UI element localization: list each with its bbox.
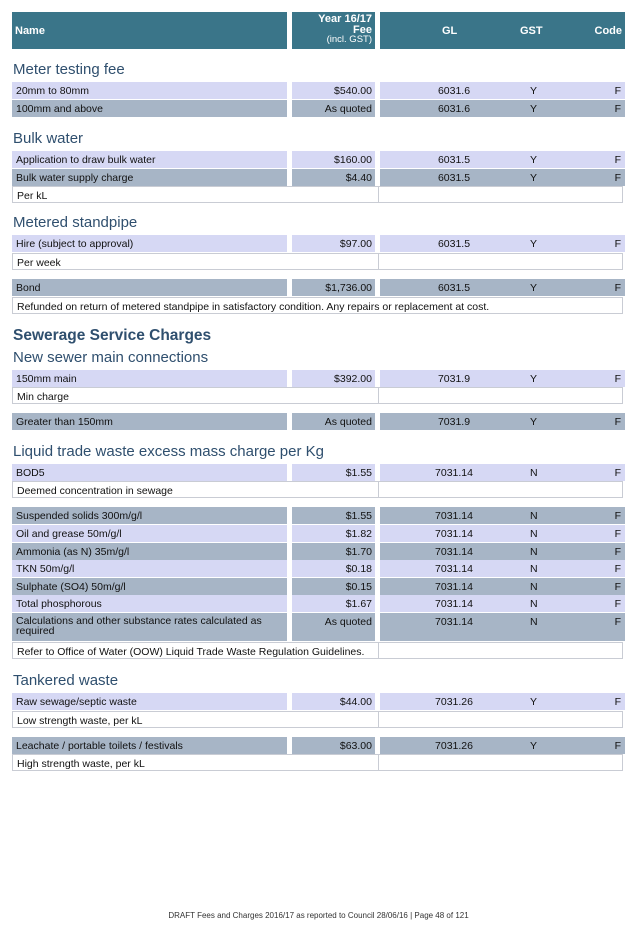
row-code: F <box>614 598 621 611</box>
row-gl: 6031.5 <box>437 171 471 184</box>
row-note: Refer to Office of Water (OOW) Liquid Trade Waste Regulation Guidelines. <box>12 642 625 659</box>
row-fee: $160.00 <box>292 151 375 168</box>
row-codes <box>380 543 625 560</box>
row-code: F <box>614 238 621 251</box>
row-code: F <box>614 372 621 385</box>
section-title-meter: Meter testing fee <box>13 61 125 78</box>
row-gl: 6031.6 <box>437 85 471 97</box>
row-gl: 7031.14 <box>435 510 473 523</box>
row-codes <box>380 507 625 524</box>
row-gst: Y <box>530 154 538 167</box>
row-gst: Y <box>530 102 538 115</box>
row-gst: N <box>530 580 538 593</box>
section-title-bulk: Bulk water <box>13 130 84 148</box>
row-name: 100mm and above <box>12 100 287 117</box>
row-fee: $0.15 <box>292 578 375 595</box>
table-row <box>12 100 625 118</box>
row-fee: As quoted <box>292 100 375 117</box>
row-name: Hire (subject to approval) <box>12 235 287 252</box>
row-note: High strength waste, per kL <box>12 754 625 771</box>
row-gst: Y <box>530 416 538 429</box>
row-name: Greater than 150mm <box>12 413 287 430</box>
table-row <box>12 693 625 711</box>
row-note: Min charge <box>12 387 625 404</box>
table-row <box>12 507 625 525</box>
row-note: Per kL <box>12 186 625 203</box>
row-name: Application to draw bulk water <box>12 151 287 168</box>
section-subtitle-sewer: New sewer main connections <box>13 348 209 366</box>
row-name: Bulk water supply charge <box>12 169 287 186</box>
row-codes <box>380 560 625 577</box>
row-fee: $392.00 <box>292 370 375 387</box>
row-codes <box>380 737 625 754</box>
row-gl: 7031.9 <box>437 416 471 429</box>
header-codes <box>380 12 625 49</box>
row-code: F <box>614 739 621 752</box>
header-fee-note: (incl. GST) <box>326 34 372 45</box>
header-gst: GST <box>520 25 543 37</box>
row-name: BOD5 <box>12 464 287 481</box>
row-codes <box>380 82 625 99</box>
row-code: F <box>614 85 621 97</box>
row-gst: N <box>530 527 538 540</box>
table-row <box>12 151 625 169</box>
header-name: Name <box>12 12 287 49</box>
section-title-tankered: Tankered waste <box>13 671 119 689</box>
row-codes <box>380 595 625 612</box>
row-name: Calculations and other substance rates calculated as required <box>12 613 287 642</box>
row-fee: $540.00 <box>292 82 375 99</box>
table-row <box>12 279 625 297</box>
row-gst: Y <box>530 372 538 385</box>
row-code: F <box>614 102 621 115</box>
row-codes <box>380 693 625 710</box>
row-gl: 7031.14 <box>435 466 473 479</box>
table-row <box>12 543 625 561</box>
row-fee: $97.00 <box>292 235 375 252</box>
row-gst: Y <box>530 171 538 184</box>
fees-document <box>12 12 625 774</box>
row-gst: N <box>530 563 538 576</box>
header-fee-label: Fee <box>353 23 372 36</box>
row-fee: $1.70 <box>292 543 375 560</box>
page-footer: DRAFT Fees and Charges 2016/17 as reported to Council 28/06/16 | Page 48 of 121 <box>168 911 469 920</box>
row-gl: 6031.5 <box>437 238 471 251</box>
row-gst: Y <box>530 85 538 97</box>
section-title-sewerage: Sewerage Service Charges <box>13 326 212 344</box>
row-code: F <box>614 563 621 576</box>
row-gst: Y <box>530 238 538 251</box>
row-code: F <box>614 615 621 628</box>
row-name: 150mm main <box>12 370 287 387</box>
row-gl: 6031.5 <box>437 281 471 294</box>
table-row <box>12 525 625 543</box>
row-fee: $1.82 <box>292 525 375 542</box>
row-gl: 6031.6 <box>437 102 471 115</box>
row-codes <box>380 613 625 642</box>
row-codes <box>380 578 625 595</box>
row-codes <box>380 370 625 387</box>
table-row <box>12 560 625 578</box>
row-code: F <box>614 154 621 167</box>
row-fee: $4.40 <box>292 169 375 186</box>
table-row <box>12 235 625 253</box>
table-row <box>12 737 625 755</box>
table-row <box>12 370 625 388</box>
row-note: Low strength waste, per kL <box>12 711 625 728</box>
row-gst: N <box>530 615 538 628</box>
row-fee: $0.18 <box>292 560 375 577</box>
row-note: Refunded on return of metered standpipe in satisfactory condition. Any repairs or replacement at cost. <box>12 297 625 314</box>
row-code: F <box>614 527 621 540</box>
row-fee: $44.00 <box>292 693 375 710</box>
row-gst: Y <box>530 695 538 708</box>
row-gst: N <box>530 466 538 479</box>
row-codes <box>380 413 625 430</box>
row-name: Ammonia (as N) 35m/g/l <box>12 543 287 560</box>
row-fee: As quoted <box>292 613 375 642</box>
row-gl: 7031.26 <box>435 695 473 708</box>
row-codes <box>380 100 625 117</box>
row-code: F <box>614 171 621 184</box>
table-row <box>12 578 625 596</box>
row-name: Suspended solids 300m/g/l <box>12 507 287 524</box>
row-fee: $63.00 <box>292 737 375 754</box>
section-title-trade-waste: Liquid trade waste excess mass charge per Kg <box>13 442 324 460</box>
row-gst: N <box>530 598 538 611</box>
row-gst: Y <box>530 281 538 294</box>
row-fee: $1.55 <box>292 507 375 524</box>
row-note: Deemed concentration in sewage <box>12 481 625 498</box>
table-row <box>12 595 625 613</box>
row-code: F <box>614 281 621 294</box>
row-code: F <box>614 510 621 523</box>
row-gl: 7031.14 <box>435 563 473 576</box>
row-name: Raw sewage/septic waste <box>12 693 287 710</box>
row-name: Sulphate (SO4) 50m/g/l <box>12 578 287 595</box>
row-code: F <box>614 416 621 429</box>
row-fee: $1.67 <box>292 595 375 612</box>
row-gst: Y <box>530 739 538 752</box>
row-gl: 7031.14 <box>435 545 473 558</box>
row-codes <box>380 169 625 186</box>
row-codes <box>380 235 625 252</box>
table-row <box>12 169 625 187</box>
row-gst: N <box>530 510 538 523</box>
header-code: Code <box>594 25 622 37</box>
row-name: Bond <box>12 279 287 296</box>
row-gst: N <box>530 545 538 558</box>
row-fee: As quoted <box>292 413 375 430</box>
row-fee: $1.55 <box>292 464 375 481</box>
row-name: Oil and grease 50m/g/l <box>12 525 287 542</box>
row-gl: 7031.14 <box>435 527 473 540</box>
row-gl: 7031.26 <box>435 739 473 752</box>
section-title-standpipe: Metered standpipe <box>13 214 138 232</box>
table-row <box>12 82 625 100</box>
row-code: F <box>614 580 621 593</box>
row-codes <box>380 464 625 481</box>
row-gl: 7031.9 <box>437 372 471 385</box>
row-name: TKN 50m/g/l <box>12 560 287 577</box>
row-codes <box>380 525 625 542</box>
row-code: F <box>614 695 621 708</box>
row-fee: $1,736.00 <box>292 279 375 296</box>
row-name: Leachate / portable toilets / festivals <box>12 737 287 754</box>
table-row <box>12 613 625 642</box>
row-name: 20mm to 80mm <box>12 82 287 99</box>
header-gl: GL <box>442 25 458 37</box>
row-note: Per week <box>12 253 625 270</box>
row-codes <box>380 279 625 296</box>
row-code: F <box>614 545 621 558</box>
row-gl: 7031.14 <box>435 580 473 593</box>
table-row <box>12 464 625 482</box>
table-header <box>12 12 625 49</box>
row-name: Total phosphorous <box>12 595 287 612</box>
row-gl: 6031.5 <box>437 154 471 167</box>
row-gl: 7031.14 <box>435 615 473 628</box>
header-fee <box>292 12 375 49</box>
header-fee-year: Year 16/17 <box>318 13 372 25</box>
row-code: F <box>614 466 621 479</box>
table-row <box>12 413 625 431</box>
row-gl: 7031.14 <box>435 598 473 611</box>
row-codes <box>380 151 625 168</box>
